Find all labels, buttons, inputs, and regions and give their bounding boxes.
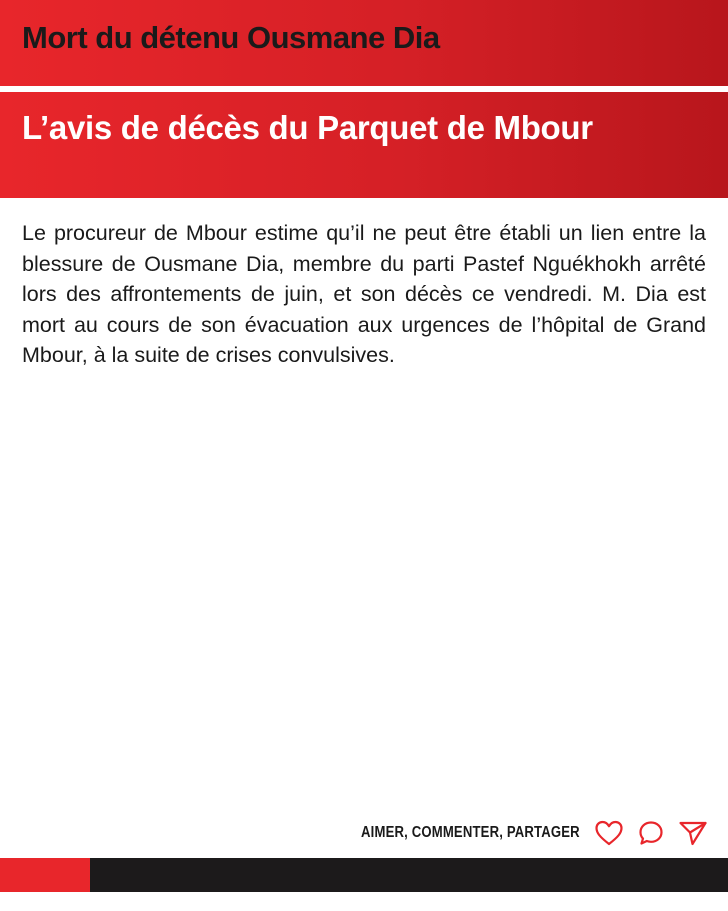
footer-bar [90, 858, 728, 892]
kicker-title: Mort du détenu Ousmane Dia [22, 20, 440, 55]
article-body: Le procureur de Mbour estime qu’il ne peut être établi un lien entre la blessure de Ousmane Dia, membre du parti Pastef Nguékhokh arrêté lors des affrontements de juin, et son décès ce vendredi. M. Dia est mort au cours de son évacuation aux urgences de l’hôpital de Grand Mbour, à la suite de crises convulsives. [22, 221, 706, 367]
actions-label: AIMER, COMMENTER, PARTAGER [361, 824, 580, 841]
headline: L’avis de décès du Parquet de Mbour [22, 109, 593, 146]
footer-bar-accent [0, 858, 90, 892]
share-icon[interactable] [678, 818, 708, 848]
comment-icon[interactable] [636, 818, 666, 848]
heart-icon[interactable] [594, 818, 624, 848]
social-actions [313, 818, 708, 848]
